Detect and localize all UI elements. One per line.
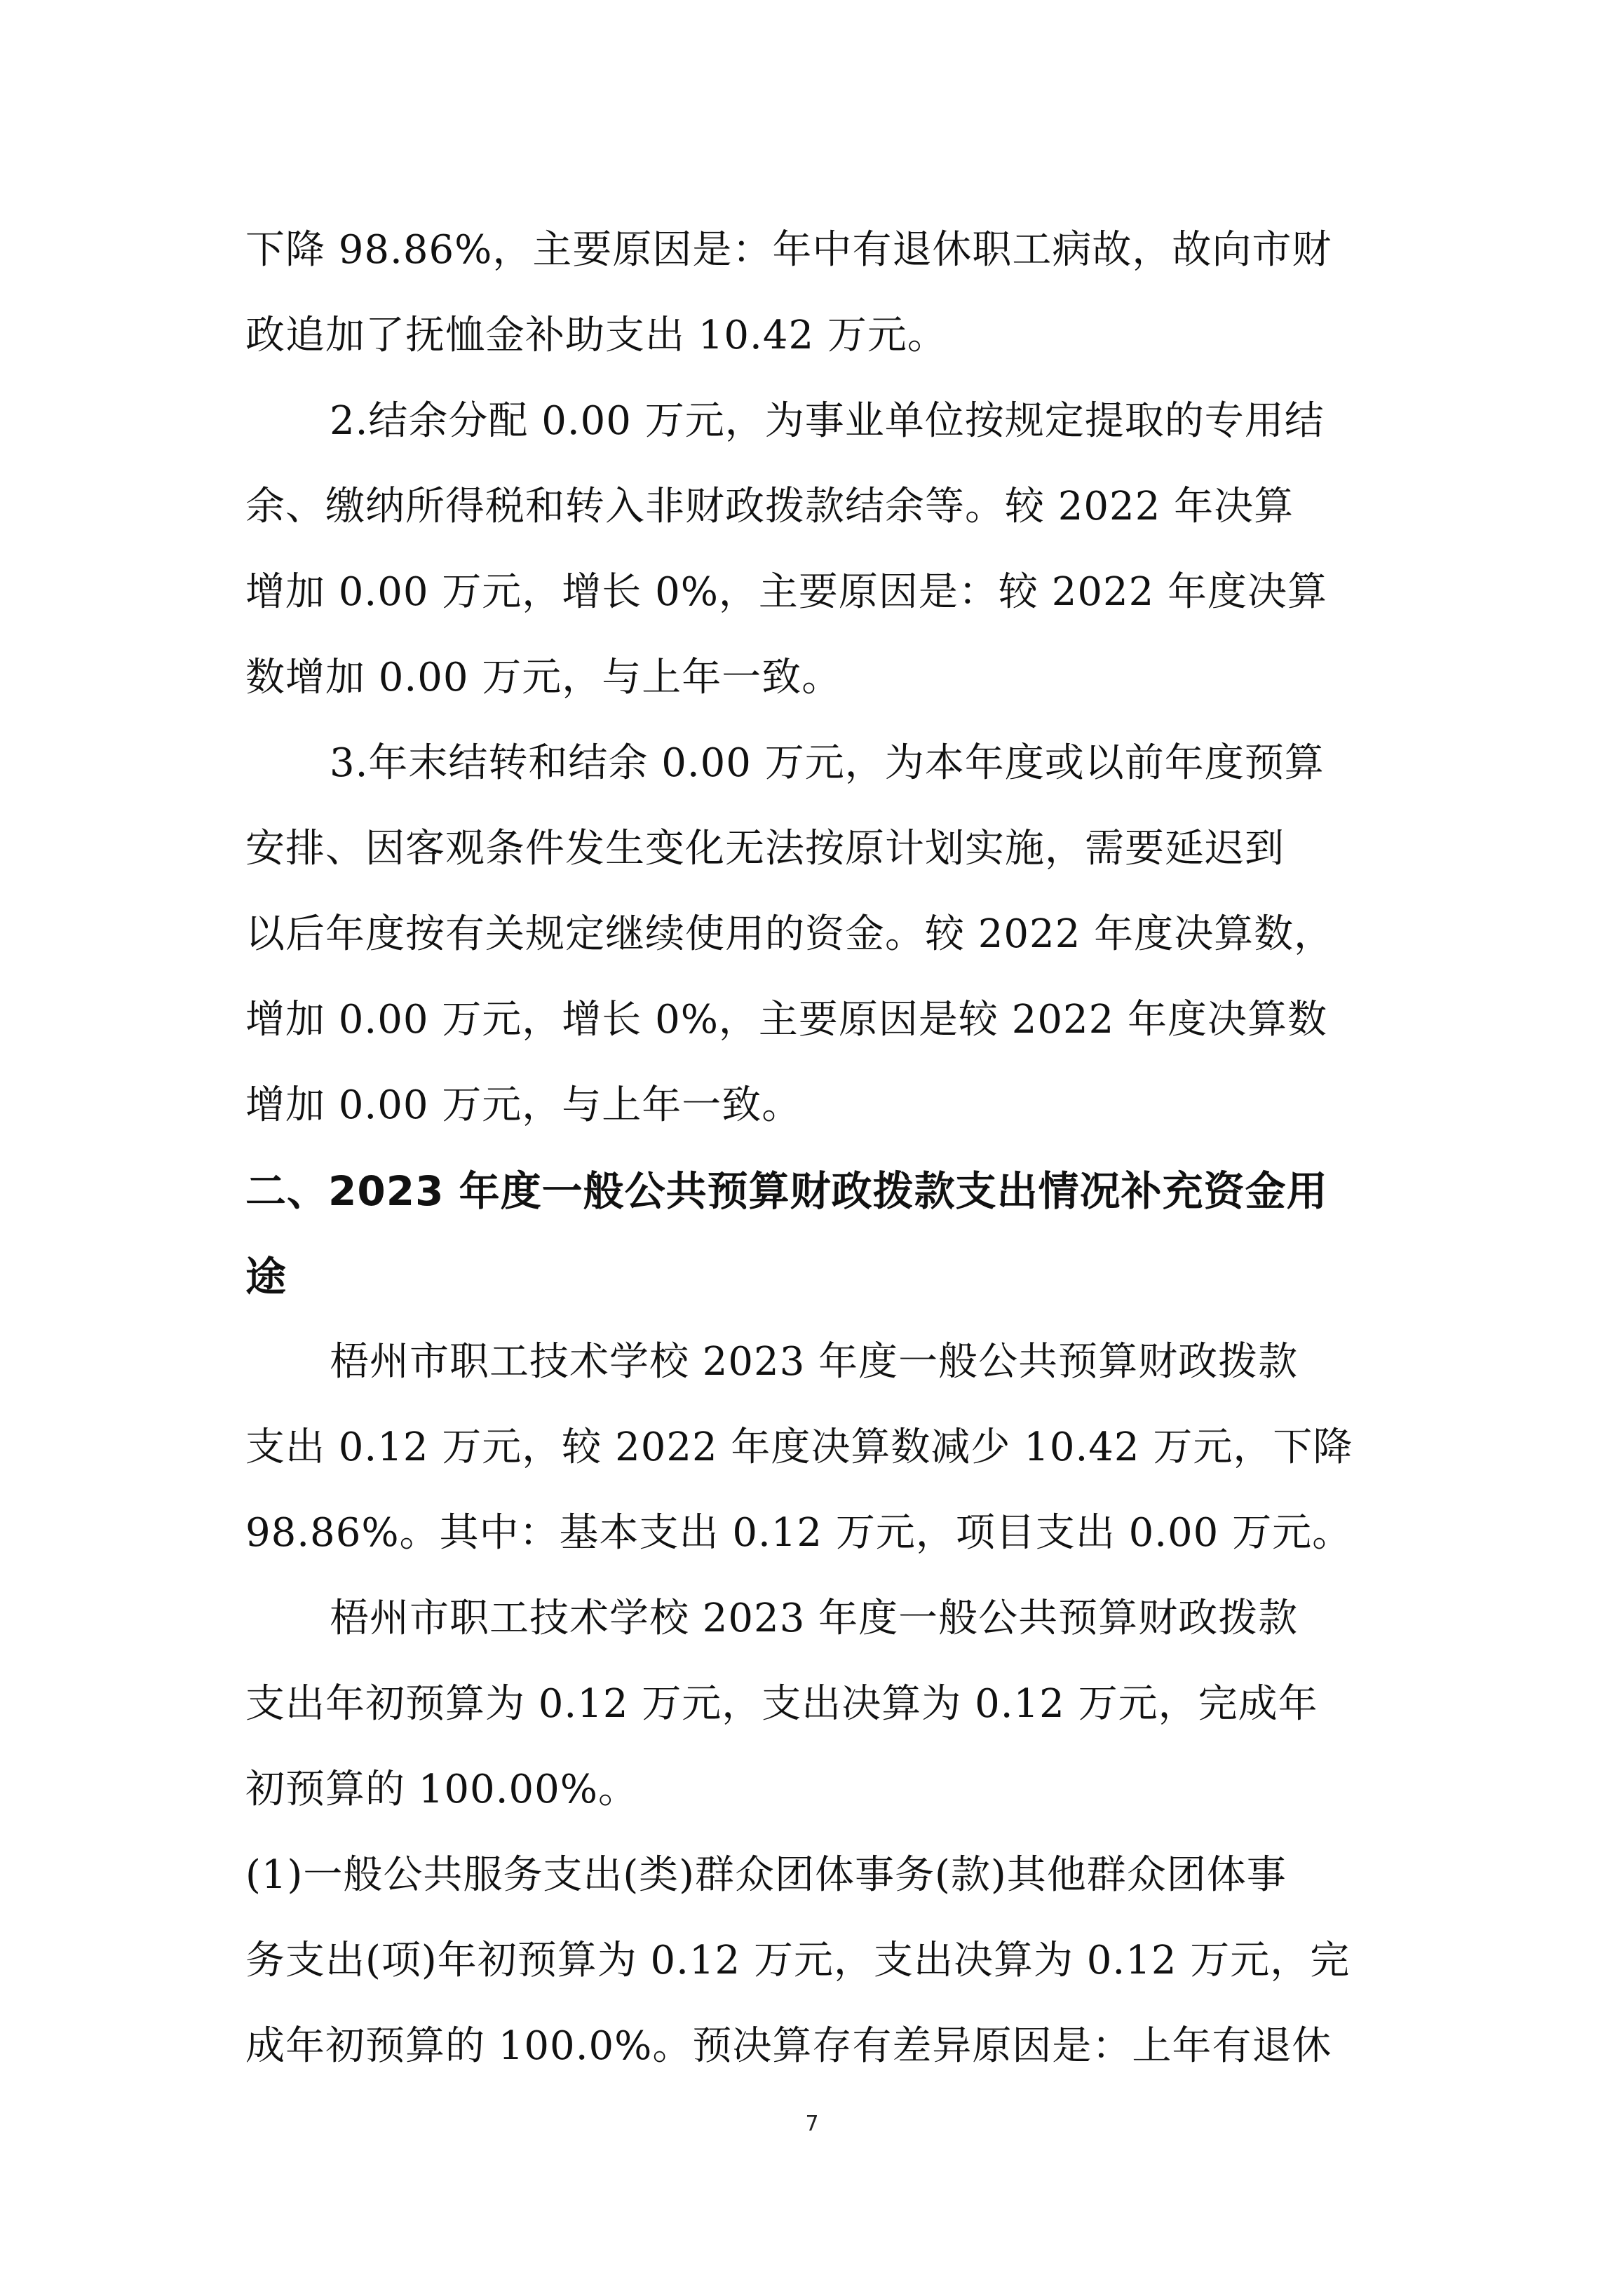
paragraph-start: 2.结余分配 0.00 万元，为事业单位按规定提取的专用结 bbox=[330, 398, 1325, 444]
section-heading-continued: 途 bbox=[245, 1253, 287, 1300]
text-line: 下降 98.86%，主要原因是：年中有退休职工病故，故向市财 bbox=[245, 227, 1332, 273]
text-line: 98.86%。其中：基本支出 0.12 万元，项目支出 0.00 万元。 bbox=[245, 1510, 1353, 1556]
text-line: 初预算的 100.00%。 bbox=[245, 1767, 638, 1812]
text-line: 安排、因客观条件发生变化无法按原计划实施，需要延迟到 bbox=[245, 826, 1285, 871]
text-line: 政追加了抚恤金补助支出 10.42 万元。 bbox=[245, 313, 947, 358]
paragraph-start: 梧州市职工技术学校 2023 年度一般公共预算财政拨款 bbox=[330, 1596, 1299, 1641]
text-line: 增加 0.00 万元，增长 0%，主要原因是较 2022 年度决算数 bbox=[245, 997, 1328, 1042]
text-line: 数增加 0.00 万元，与上年一致。 bbox=[245, 655, 842, 700]
text-line: 增加 0.00 万元，与上年一致。 bbox=[245, 1082, 802, 1128]
text-line: 余、缴纳所得税和转入非财政拨款结余等。较 2022 年决算 bbox=[245, 484, 1294, 529]
page-number: 7 bbox=[805, 2112, 819, 2136]
paragraph-start: 3.年末结转和结余 0.00 万元，为本年度或以前年度预算 bbox=[330, 740, 1325, 786]
section-heading: 二、2023 年度一般公共预算财政拨款支出情况补充资金用 bbox=[245, 1167, 1328, 1215]
text-line: 支出 0.12 万元，较 2022 年度决算数减少 10.42 万元，下降 bbox=[245, 1425, 1353, 1470]
text-line: 增加 0.00 万元，增长 0%，主要原因是：较 2022 年度决算 bbox=[245, 569, 1328, 615]
text-line: 支出年初预算为 0.12 万元，支出决算为 0.12 万元，完成年 bbox=[245, 1681, 1318, 1727]
list-item-start: (1)一般公共服务支出(类)群众团体事务(款)其他群众团体事 bbox=[245, 1852, 1287, 1898]
text-line: 成年初预算的 100.0%。预决算存有差异原因是：上年有退休 bbox=[245, 2023, 1332, 2069]
paragraph-start: 梧州市职工技术学校 2023 年度一般公共预算财政拨款 bbox=[330, 1339, 1299, 1385]
text-line: 以后年度按有关规定继续使用的资金。较 2022 年度决算数， bbox=[245, 911, 1334, 957]
text-line: 务支出(项)年初预算为 0.12 万元，支出决算为 0.12 万元，完 bbox=[245, 1938, 1351, 1983]
